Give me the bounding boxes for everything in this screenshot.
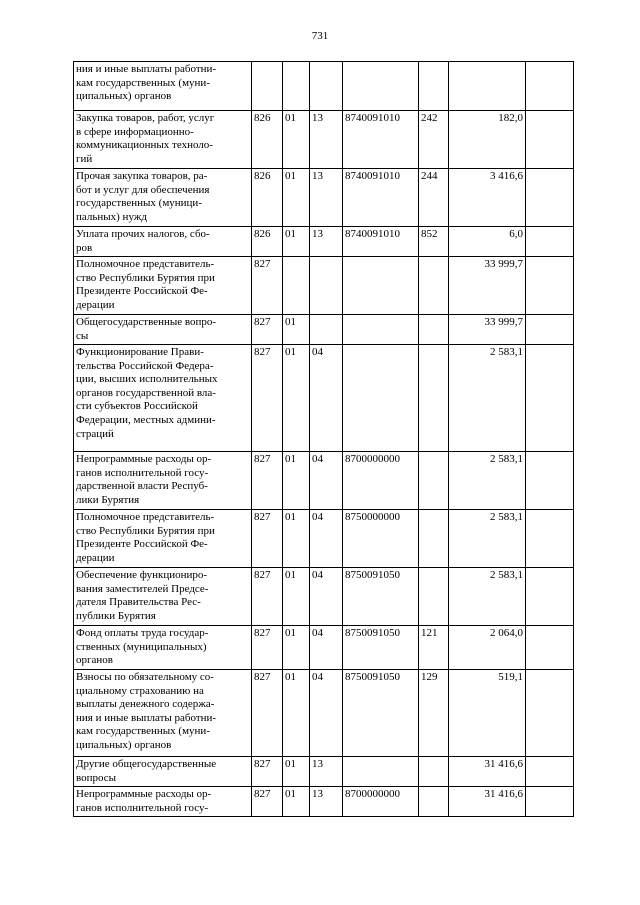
empty-cell: [526, 227, 574, 257]
target-article-cell: 8700000000: [343, 452, 419, 510]
expense-name-cell: Прочая закупка товаров, ра- бот и услуг для обеспечения государственных (муници- пальных) нужд: [74, 169, 252, 227]
expense-name-cell: Полномочное представитель- ство Республики Бурятия при Президенте Российской Фе- дерации: [74, 510, 252, 568]
table-row: [74, 227, 574, 257]
subsection-code-cell: [310, 315, 343, 345]
subsection-code-cell: [310, 257, 343, 315]
expense-name-cell: Непрограммные расходы ор- ганов исполнительной госу-: [74, 787, 252, 817]
amount-cell: 182,0: [449, 111, 526, 169]
subsection-code-cell: 13: [310, 787, 343, 817]
expense-type-cell: [419, 62, 449, 111]
table-row: [74, 315, 574, 345]
expense-name-cell: Непрограммные расходы ор- ганов исполнительной госу- дарственной власти Респуб- лики Бурятия: [74, 452, 252, 510]
grbs-code-cell: 827: [252, 510, 283, 568]
target-article-cell: [343, 62, 419, 111]
target-article-cell: 8740091010: [343, 227, 419, 257]
section-code-cell: 01: [283, 787, 310, 817]
expense-name-cell: Обеспечение функциониро- вания заместителей Предсе- дателя Правительства Рес- публики Бурятия: [74, 568, 252, 626]
grbs-code-cell: 827: [252, 257, 283, 315]
amount-cell: 31 416,6: [449, 757, 526, 787]
table-row: [74, 787, 574, 817]
section-code-cell: 01: [283, 227, 310, 257]
target-article-cell: 8750091050: [343, 626, 419, 670]
subsection-code-cell: 04: [310, 568, 343, 626]
empty-cell: [526, 626, 574, 670]
target-article-cell: 8750091050: [343, 670, 419, 757]
subsection-code-cell: [310, 62, 343, 111]
grbs-code-cell: 827: [252, 670, 283, 757]
table-row: [74, 452, 574, 510]
expense-name-cell: Другие общегосударственные вопросы: [74, 757, 252, 787]
subsection-code-cell: 13: [310, 757, 343, 787]
section-code-cell: 01: [283, 757, 310, 787]
table-row: [74, 345, 574, 452]
expense-type-cell: 121: [419, 626, 449, 670]
empty-cell: [526, 510, 574, 568]
grbs-code-cell: 826: [252, 227, 283, 257]
expense-type-cell: [419, 345, 449, 452]
expense-type-cell: [419, 787, 449, 817]
amount-cell: 3 416,6: [449, 169, 526, 227]
empty-cell: [526, 315, 574, 345]
expense-name-cell: Полномочное представитель- ство Республики Бурятия при Президенте Российской Фе- дерации: [74, 257, 252, 315]
subsection-code-cell: 13: [310, 227, 343, 257]
empty-cell: [526, 345, 574, 452]
section-code-cell: [283, 62, 310, 111]
target-article-cell: [343, 345, 419, 452]
empty-cell: [526, 452, 574, 510]
table-row: [74, 257, 574, 315]
grbs-code-cell: [252, 62, 283, 111]
expense-name-cell: Фонд оплаты труда государ- ственных (муниципальных) органов: [74, 626, 252, 670]
expense-type-cell: [419, 257, 449, 315]
empty-cell: [526, 257, 574, 315]
table-row: [74, 62, 574, 111]
target-article-cell: 8740091010: [343, 111, 419, 169]
empty-cell: [526, 757, 574, 787]
expense-type-cell: [419, 757, 449, 787]
amount-cell: 2 583,1: [449, 568, 526, 626]
section-code-cell: 01: [283, 111, 310, 169]
table-row: [74, 626, 574, 670]
section-code-cell: [283, 257, 310, 315]
section-code-cell: 01: [283, 626, 310, 670]
table-row: [74, 757, 574, 787]
table-row: [74, 510, 574, 568]
target-article-cell: [343, 257, 419, 315]
amount-cell: 519,1: [449, 670, 526, 757]
amount-cell: 2 583,1: [449, 452, 526, 510]
section-code-cell: 01: [283, 315, 310, 345]
empty-cell: [526, 111, 574, 169]
empty-cell: [526, 62, 574, 111]
empty-cell: [526, 568, 574, 626]
subsection-code-cell: 04: [310, 452, 343, 510]
expense-type-cell: [419, 568, 449, 626]
expense-name-cell: ния и иные выплаты работни- кам государственных (муни- ципальных) органов: [74, 62, 252, 111]
amount-cell: 33 999,7: [449, 315, 526, 345]
grbs-code-cell: 826: [252, 111, 283, 169]
amount-cell: 6,0: [449, 227, 526, 257]
expense-name-cell: Общегосударственные вопро- сы: [74, 315, 252, 345]
target-article-cell: [343, 757, 419, 787]
expense-type-cell: [419, 510, 449, 568]
grbs-code-cell: 827: [252, 787, 283, 817]
expense-name-cell: Функционирование Прави- тельства Российской Федера- ции, высших исполнительных органов государственной вла- сти субъектов Российской Федерации, местных админи- страций: [74, 345, 252, 452]
page-number: 731: [311, 30, 329, 42]
subsection-code-cell: 13: [310, 111, 343, 169]
section-code-cell: 01: [283, 670, 310, 757]
target-article-cell: 8750000000: [343, 510, 419, 568]
section-code-cell: 01: [283, 169, 310, 227]
grbs-code-cell: 827: [252, 315, 283, 345]
grbs-code-cell: 827: [252, 757, 283, 787]
amount-cell: 2 064,0: [449, 626, 526, 670]
grbs-code-cell: 827: [252, 452, 283, 510]
expense-name-cell: Уплата прочих налогов, сбо- ров: [74, 227, 252, 257]
section-code-cell: 01: [283, 345, 310, 452]
subsection-code-cell: 13: [310, 169, 343, 227]
subsection-code-cell: 04: [310, 510, 343, 568]
subsection-code-cell: 04: [310, 670, 343, 757]
expense-type-cell: 129: [419, 670, 449, 757]
table-row: [74, 670, 574, 757]
expense-type-cell: 244: [419, 169, 449, 227]
target-article-cell: [343, 315, 419, 345]
section-code-cell: 01: [283, 568, 310, 626]
table-row: [74, 568, 574, 626]
empty-cell: [526, 169, 574, 227]
expense-type-cell: 852: [419, 227, 449, 257]
grbs-code-cell: 827: [252, 626, 283, 670]
budget-table: [73, 61, 574, 817]
grbs-code-cell: 827: [252, 345, 283, 452]
amount-cell: 2 583,1: [449, 345, 526, 452]
target-article-cell: 8700000000: [343, 787, 419, 817]
expense-name-cell: Взносы по обязательному со- циальному страхованию на выплаты денежного содержа- ния и иные выплаты работни- кам государственных (муни- ципальных) органов: [74, 670, 252, 757]
expense-type-cell: 242: [419, 111, 449, 169]
amount-cell: 31 416,6: [449, 787, 526, 817]
amount-cell: 33 999,7: [449, 257, 526, 315]
empty-cell: [526, 787, 574, 817]
subsection-code-cell: 04: [310, 626, 343, 670]
amount-cell: [449, 62, 526, 111]
subsection-code-cell: 04: [310, 345, 343, 452]
grbs-code-cell: 827: [252, 568, 283, 626]
table-row: [74, 111, 574, 169]
expense-name-cell: Закупка товаров, работ, услуг в сфере информационно- коммуникационных техноло- гий: [74, 111, 252, 169]
expense-type-cell: [419, 452, 449, 510]
empty-cell: [526, 670, 574, 757]
section-code-cell: 01: [283, 510, 310, 568]
target-article-cell: 8750091050: [343, 568, 419, 626]
grbs-code-cell: 826: [252, 169, 283, 227]
amount-cell: 2 583,1: [449, 510, 526, 568]
target-article-cell: 8740091010: [343, 169, 419, 227]
section-code-cell: 01: [283, 452, 310, 510]
expense-type-cell: [419, 315, 449, 345]
table-row: [74, 169, 574, 227]
